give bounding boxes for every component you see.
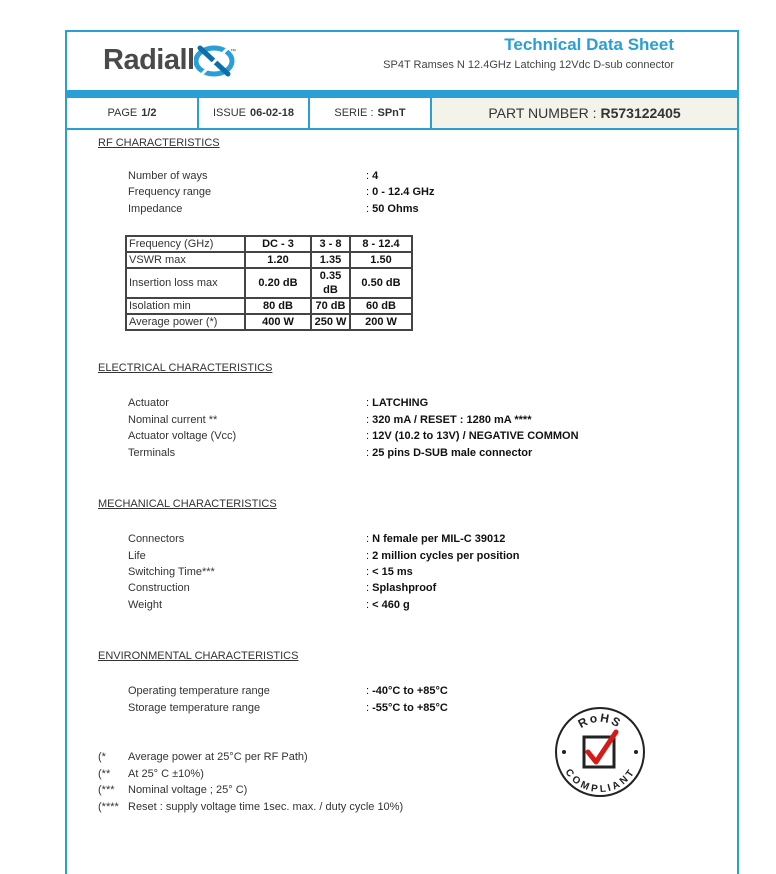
- brand-logo-text: Radiall: [103, 44, 195, 76]
- note-mark: (****: [98, 801, 119, 813]
- mechanical-value: : < 15 ms: [366, 566, 413, 578]
- table-row: [126, 268, 412, 298]
- table-cell: 250 W: [311, 314, 350, 330]
- mechanical-label: Construction: [128, 582, 190, 594]
- info-row: [67, 98, 737, 130]
- table-cell: 400 W: [245, 314, 311, 330]
- note-text: At 25° C ±10%): [128, 768, 204, 780]
- part-number-label: PART NUMBER :: [488, 105, 597, 121]
- table-row: [126, 314, 412, 330]
- mechanical-value: : N female per MIL-C 39012: [366, 533, 506, 545]
- table-cell: 8 - 12.4: [350, 236, 412, 252]
- note-mark: (**: [98, 768, 111, 780]
- rf-value: : 0 - 12.4 GHz: [366, 186, 435, 198]
- serie-value: SPnT: [377, 107, 406, 119]
- electrical-section-title: ELECTRICAL CHARACTERISTICS: [98, 362, 273, 374]
- table-cell: 80 dB: [245, 298, 311, 314]
- radiall-logo-icon: [194, 44, 236, 78]
- table-row: [126, 236, 412, 252]
- rohs-compliant-icon: [554, 706, 646, 798]
- electrical-value: : 12V (10.2 to 13V) / NEGATIVE COMMON: [366, 430, 579, 442]
- electrical-label: Nominal current **: [128, 414, 218, 426]
- mechanical-label: Weight: [128, 599, 163, 611]
- rohs-bottom-text: COMPLIANT: [562, 767, 638, 796]
- electrical-value: : 320 mA / RESET : 1280 mA ****: [366, 414, 532, 426]
- table-cell: 200 W: [350, 314, 412, 330]
- part-number-value: R573122405: [600, 105, 681, 121]
- rohs-top-text: RoHS: [575, 710, 625, 731]
- environmental-value: : -40°C to +85°C: [366, 685, 448, 697]
- rf-label: Frequency range: [128, 186, 212, 198]
- environmental-label: Operating temperature range: [128, 685, 270, 697]
- issue-value: 06-02-18: [249, 107, 295, 119]
- electrical-label: Actuator voltage (Vcc): [128, 430, 237, 442]
- rf-label: Impedance: [128, 203, 183, 215]
- note-text: Nominal voltage ; 25° C): [128, 784, 248, 796]
- mechanical-label: Connectors: [128, 533, 185, 545]
- mechanical-value: : Splashproof: [366, 582, 437, 594]
- table-cell: 1.35: [311, 252, 350, 268]
- serie-cell: [310, 98, 432, 128]
- table-cell: 70 dB: [311, 298, 350, 314]
- environmental-value: : -55°C to +85°C: [366, 702, 448, 714]
- document-subtitle: SP4T Ramses N 12.4GHz Latching 12Vdc D-sub connector: [383, 59, 674, 71]
- mechanical-value: : < 460 g: [366, 599, 410, 611]
- table-row: [126, 252, 412, 268]
- table-cell: 3 - 8: [311, 236, 350, 252]
- note-mark: (***: [98, 784, 115, 796]
- rf-table: [125, 235, 413, 331]
- rf-value: : 4: [366, 170, 379, 182]
- table-cell: Isolation min: [126, 298, 245, 314]
- document-title: Technical Data Sheet: [504, 35, 674, 54]
- rf-section-title: RF CHARACTERISTICS: [98, 137, 220, 149]
- table-row: [126, 298, 412, 314]
- table-cell: 1.50: [350, 252, 412, 268]
- rf-value: : 50 Ohms: [366, 203, 419, 215]
- table-cell: 1.20: [245, 252, 311, 268]
- rf-label: Number of ways: [128, 170, 208, 182]
- mechanical-section-title: MECHANICAL CHARACTERISTICS: [98, 498, 277, 510]
- environmental-label: Storage temperature range: [128, 702, 261, 714]
- note-mark: (*: [98, 751, 106, 763]
- header-bar: [65, 90, 739, 98]
- table-cell: 0.35 dB: [311, 268, 350, 298]
- table-cell: DC - 3: [245, 236, 311, 252]
- table-cell: Average power (*): [126, 314, 245, 330]
- table-cell: VSWR max: [126, 252, 245, 268]
- table-cell: 0.20 dB: [245, 268, 311, 298]
- page-value: 1/2: [141, 107, 157, 119]
- page-cell: [67, 98, 199, 128]
- mechanical-value: : 2 million cycles per position: [366, 550, 520, 562]
- environmental-section-title: ENVIRONMENTAL CHARACTERISTICS: [98, 650, 299, 662]
- note-text: Average power at 25°C per RF Path): [128, 751, 308, 763]
- note-text: Reset : supply voltage time 1sec. max. / duty cycle 10%): [128, 801, 404, 813]
- issue-label: ISSUE: [212, 107, 246, 119]
- electrical-label: Actuator: [128, 397, 169, 409]
- mechanical-label: Switching Time***: [128, 566, 215, 578]
- table-cell: 0.50 dB: [350, 268, 412, 298]
- part-number-cell: [432, 98, 737, 128]
- issue-cell: [199, 98, 310, 128]
- trademark-mark: ™: [230, 49, 236, 55]
- table-cell: Frequency (GHz): [126, 236, 245, 252]
- table-cell: Insertion loss max: [126, 268, 245, 298]
- electrical-label: Terminals: [128, 447, 176, 459]
- serie-label: SERIE :: [334, 107, 374, 119]
- electrical-value: : LATCHING: [366, 397, 429, 409]
- mechanical-label: Life: [128, 550, 146, 562]
- electrical-value: : 25 pins D-SUB male connector: [366, 447, 533, 459]
- table-cell: 60 dB: [350, 298, 412, 314]
- page-label: PAGE: [107, 107, 138, 119]
